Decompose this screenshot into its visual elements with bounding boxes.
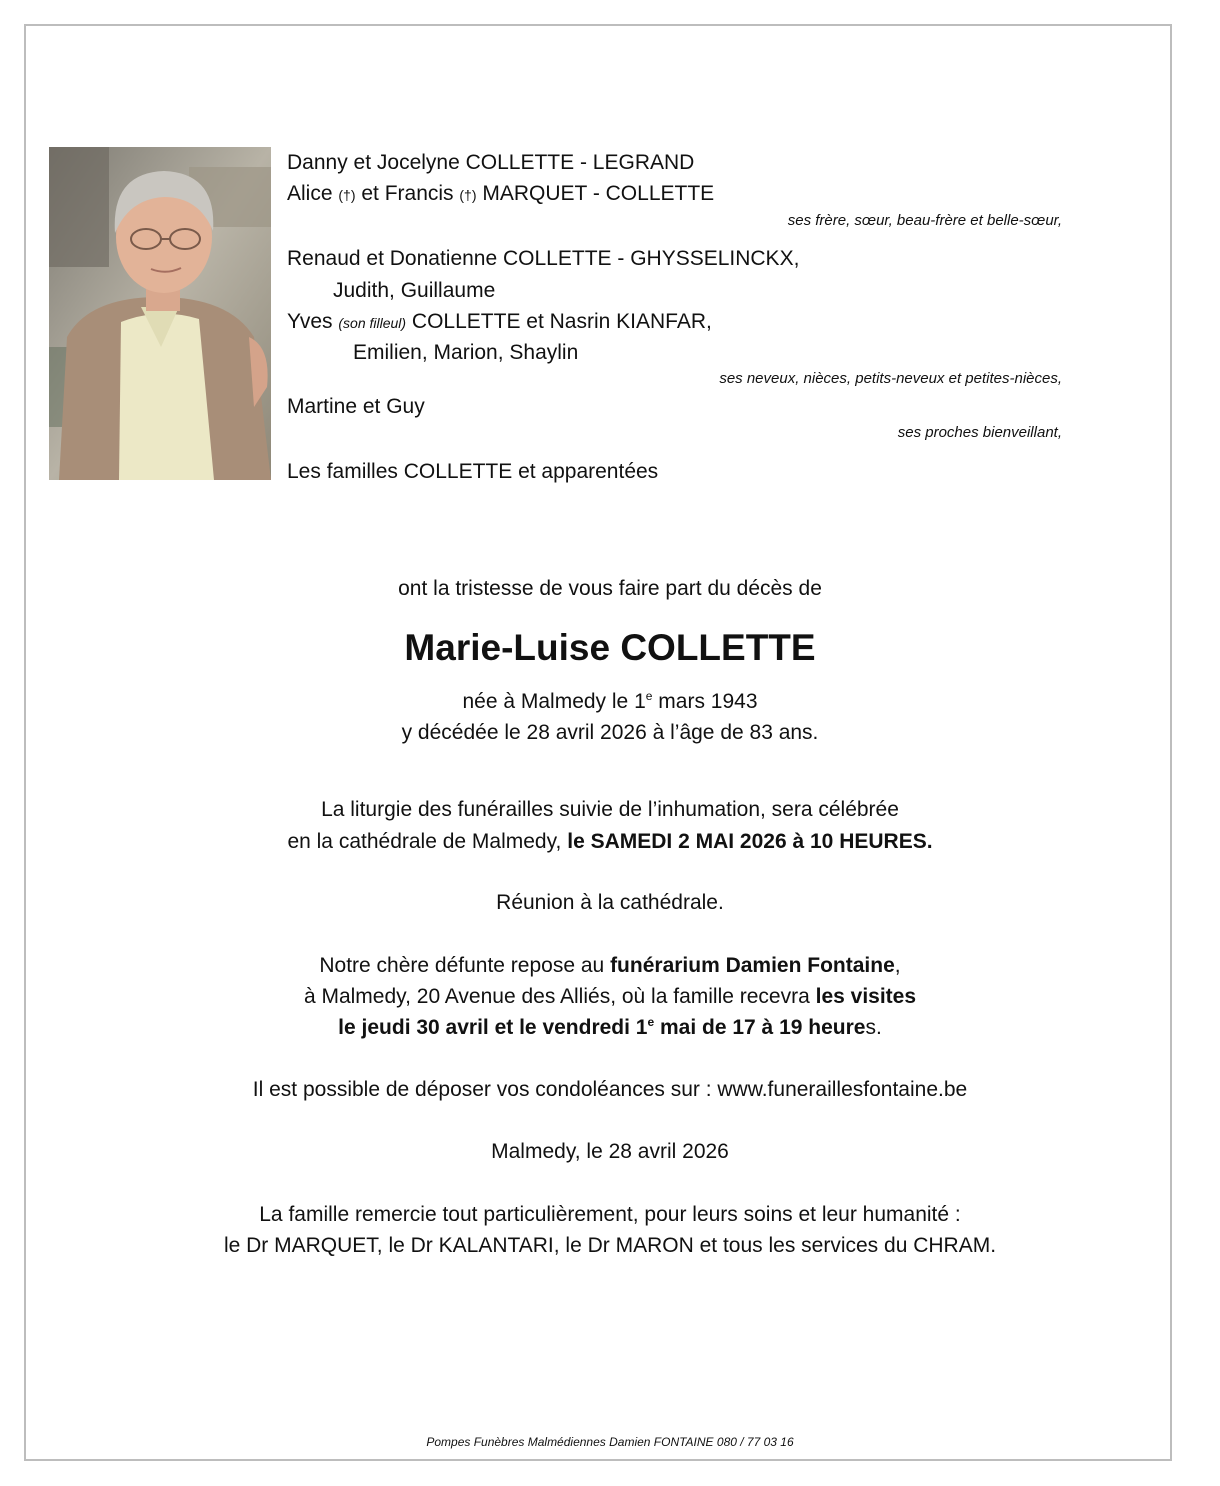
family-line-7: Martine et Guy: [287, 395, 425, 418]
dagger-mark: (†): [338, 187, 356, 203]
thanks-line-2: le Dr MARQUET, le Dr KALANTARI, le Dr MARON et tous les services du CHRAM.: [223, 1234, 997, 1257]
visits-line-1-a: Notre chère défunte repose au: [319, 954, 611, 977]
family-line-6: Emilien, Marion, Shaylin: [353, 341, 579, 364]
dagger-mark: (†): [459, 187, 477, 203]
relation-siblings: ses frère, sœur, beau-frère et belle-sœur,: [787, 212, 1062, 229]
announcement-intro: ont la tristesse de vous faire part du décès de: [398, 577, 822, 600]
meeting-line: Réunion à la cathédrale.: [496, 891, 724, 914]
family-line-1: Danny et Jocelyne COLLETTE - LEGRAND: [287, 151, 695, 174]
ordinal-sup: e: [647, 1015, 655, 1029]
relation-close: ses proches bienveillant,: [897, 424, 1062, 441]
visits-line-1-c: ,: [894, 954, 901, 977]
ceremony-line-2-a: en la cathédrale de Malmedy,: [287, 830, 568, 853]
visits-line-3-b: mai de 17 à 19 heure: [654, 1016, 866, 1039]
family-line-2-c: MARQUET - COLLETTE: [482, 182, 715, 205]
thanks-line-1: La famille remercie tout particulièrement, pour leurs soins et leur humanité :: [259, 1203, 961, 1226]
deceased-name: Marie-Luise COLLETTE: [404, 627, 816, 668]
visits-line-3-c: s.: [865, 1016, 882, 1039]
ceremony-line-2: [0, 826, 1220, 857]
ceremony-line-1: La liturgie des funérailles suivie de l’inhumation, sera célébrée: [321, 798, 899, 821]
ordinal-sup: e: [645, 689, 653, 703]
visits-line-2: [0, 981, 1220, 1012]
visits-label: les visites: [815, 985, 917, 1008]
place-date: Malmedy, le 28 avril 2026: [491, 1140, 729, 1163]
godson-note: (son filleul): [338, 315, 407, 331]
footer-funeral-home: Pompes Funèbres Malmédiennes Damien FONTAINE 080 / 77 03 16: [426, 1435, 794, 1449]
visits-line-2-a: à Malmedy, 20 Avenue des Alliés, où la famille recevra: [303, 985, 816, 1008]
ceremony-date: le SAMEDI 2 MAI 2026 à 10 HEURES.: [567, 830, 933, 853]
funeral-home-name: funérarium Damien Fontaine: [610, 954, 895, 977]
family-line-5-b: COLLETTE et Nasrin KIANFAR,: [411, 310, 712, 333]
visits-line-3: [0, 1012, 1220, 1043]
family-line-3: Renaud et Donatienne COLLETTE - GHYSSELINCKX,: [287, 247, 800, 270]
family-line-2-a: Alice: [287, 182, 333, 205]
family-line-5-a: Yves: [287, 310, 333, 333]
death-line: y décédée le 28 avril 2026 à l’âge de 83 ans.: [401, 721, 819, 744]
family-line-5: [287, 309, 712, 336]
family-line-4: Judith, Guillaume: [333, 279, 496, 302]
birth-text-b: mars 1943: [652, 690, 758, 713]
family-line-2-b: et Francis: [361, 182, 454, 205]
visits-line-3-a: le jeudi 30 avril et le vendredi 1: [338, 1016, 648, 1039]
birth-line: [0, 686, 1220, 717]
family-line-2: [287, 181, 714, 208]
family-line-8: Les familles COLLETTE et apparentées: [287, 460, 659, 483]
visits-line-1: [0, 950, 1220, 981]
relation-nephews: ses neveux, nièces, petits-neveux et petites-nièces,: [719, 370, 1062, 387]
birth-text-a: née à Malmedy le 1: [462, 690, 646, 713]
portrait-photo: [49, 147, 271, 480]
condolences-line: Il est possible de déposer vos condoléances sur : www.funeraillesfontaine.be: [252, 1078, 968, 1101]
